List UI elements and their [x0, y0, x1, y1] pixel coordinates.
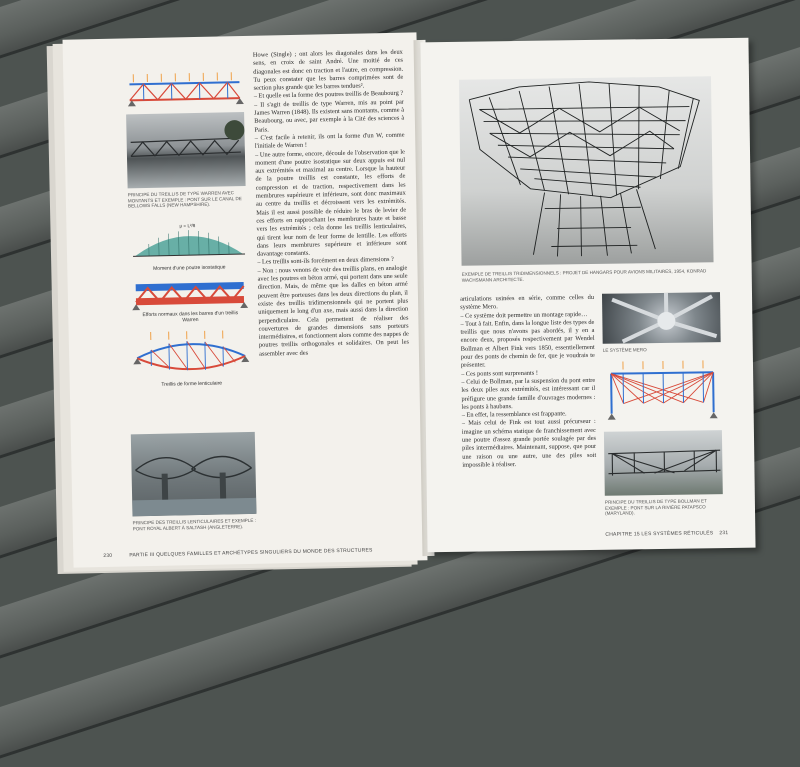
warren-truss-diagram — [125, 70, 246, 109]
right-body-text: articulations usinées en série, comme celles du système Mero. – Ce système doit permettre un montage rapide… – Tout à fait. Enfin, dans la longue liste des types de treillis que nous n'avons pas abordés, il y en a encore deux, proposés respectivement par Wendel Bollman et Albert Fink vers 1850, essentiellement pour des ponts de chemin de fer, que je voudrais te présenter. – Ces ponts sont surprenants ! – Celui de Bollman, par la suspension du pont entre les deux piles aux extrémités, est intéressant car il préfigure une grande famille d'ouvrages modernes : les ponts à haubans. – En effet, la ressemblance est frappante. – Mais celui de Fink est tout aussi précurseur : imagine un schéma statique de franchissement avec une poutre d'assez grande portée soulagée par des piles intermédiaires. Maintenant, suppose, que pour une raison ou une autre, une des piles soit impossible à réaliser. — [460, 294, 597, 526]
label-mero: LE SYSTÈME MERO — [603, 346, 721, 353]
bollman-bridge-photo — [604, 430, 723, 496]
mero-node-photo — [602, 292, 721, 344]
right-folio-text: CHAPITRE 15 LES SYSTÈMES RÉTICULÉS — [603, 530, 713, 538]
lenticular-diagram — [131, 328, 252, 379]
label-formula: μ = L²/8 — [162, 223, 212, 229]
label-efforts: Efforts normaux dans les barres d'un treillis Warren — [142, 310, 238, 324]
caption-hangar: EXEMPLE DE TREILLIS TRIDIMENSIONNELS : PROJET DE HANGARS POUR AVIONS MILITAIRES, 1954, KONRAD WACHSMANN ARCHITECTE. — [462, 268, 714, 283]
caption-warren: PRINCIPE DU TREILLIS DE TYPE WARREN AVEC MONTANTS ET EXEMPLE : PONT SUR LE CANAL DE BELLOWS FALLS (NEW HAMPSHIRE). — [128, 190, 246, 209]
lenticular-bridge-photo — [131, 432, 257, 517]
left-folio-text: PARTIE III QUELQUES FAMILLES ET ARCHÉTYPES SINGULIERS DU MONDE DES STRUCTURES — [129, 546, 419, 558]
left-folio-number: 230 — [103, 553, 112, 559]
caption-bollman: PRINCIPE DU TREILLIS DE TYPE BOLLMAN ET EXEMPLE : PONT SUR LA RIVIÈRE PATAPSCO (MARYLAND). — [605, 498, 723, 516]
bollman-truss-diagram — [603, 358, 722, 422]
right-page — [420, 38, 755, 553]
left-page — [63, 32, 428, 567]
left-body-text: Howe (Single) ; ont alors les diagonales dans les deux sens, en croix de saint André. Une moitié de ces diagonales est donc en traction et l'autre, en compression. Tu peux constater que les barres comprimées sont de section plus grande que les barres tendues². – Et quelle est la forme des poutres treillis de Beaubourg ? – Il s'agit de treillis de type Warren, mis au point par James Warren (1848). Ils existent sans montants, comme à Beaubourg, ou avec, par exemple à la Cité des sciences à Paris. – C'est facile à retenir, ils ont la forme d'un W, comme l'initiale de Warren ! – Une autre forme, encore, découle de l'observation que le moment d'une poutre isostatique sur deux appuis est nul aux extrémités et maximal au centre. Lorsque la hauteur de la poutre treillis est constante, les efforts de compression et de traction, respectivement dans les membrures supérieure et inférieure, sont donc maximaux au centre du treillis et décroissent vers les extrémités. Mais il est aussi possible de réduire le bras de levier de ces efforts en rapprochant les membrures haute et basse vers les extrémités ; cela donne les treillis lenticulaires, qui tirent leur nom de leur forme de lentille. Les efforts dans leurs membrures supérieure et inférieure sont davantage constants. – Les treillis sont-ils forcément en deux dimensions ? – Non : nous venons de voir des treillis plans, en analogie avec les poutres en béton armé, qui portent dans une seule direction. Mais, de même que les dalles en béton armé peuvent être porteuses dans les deux directions du plan, il existe des treillis tridimensionnels qui ne portent plus uniquement le long d'un axe, mais aussi dans la direction perpendiculaire. Cela permettent de réaliser des couvertures de grandes dimensions sans porteurs intermédiaires, et fonctionnent alors comme des nappes de poutres treillis orthogonales et solidaires. On peut les assembler avec des — [253, 49, 413, 548]
efforts-diagram — [130, 280, 251, 311]
label-moment: Moment d'une poutre isostatique — [127, 264, 251, 273]
caption-lenticular: PRINCIPE DES TREILLIS LENTICULAIRES ET EXEMPLE : PONT ROYAL ALBERT À SALTASH (ANGLETERRE). — [133, 518, 257, 532]
right-folio-number: 231 — [719, 530, 728, 536]
label-lenticular: Treillis de forme lenticulaire — [136, 380, 248, 388]
warren-bridge-photo — [126, 112, 246, 188]
space-frame-photo — [459, 76, 714, 266]
